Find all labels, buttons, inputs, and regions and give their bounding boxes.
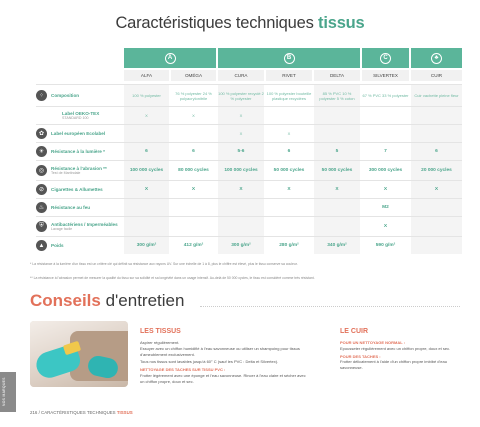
footer-accent: TISSUS <box>116 410 133 415</box>
footnote-abrasion: ** La résistance à l'abrasion permet de mesurer la qualité du tissu sur sa solidité et sa longévité dans un usage intensif. Au-delà de 50 000 cycles, le tissu est considéré comme très résistant. <box>30 276 315 280</box>
row-label <box>36 237 64 254</box>
group-a-header <box>124 48 216 68</box>
cigarette-icon: ⊘ <box>36 184 47 195</box>
table-cell <box>314 125 360 142</box>
page-title <box>0 14 480 33</box>
table-row <box>36 124 462 142</box>
table-cell <box>314 217 360 236</box>
table-cell: 5-6 <box>218 143 264 160</box>
cuir-p1: Epousseter régulièrement avec un chiffon propre, doux et sec. <box>340 345 451 351</box>
cuir-stain-heading: POUR DES TACHES : <box>340 353 381 359</box>
table-cell: 100 000 cycles <box>218 161 264 180</box>
row-label <box>36 125 105 142</box>
leather-icon: ♣ <box>431 53 442 64</box>
table-cell <box>266 107 312 124</box>
table-cell: X <box>287 186 291 192</box>
table-row <box>36 180 462 198</box>
row-label <box>36 199 90 216</box>
footer-text: CARACTÉRISTIQUES TECHNIQUES <box>41 410 116 415</box>
table-cell: 85 % PVC 10 % polyester 5 % coton <box>314 85 360 106</box>
table-cell: 280 g/m² <box>279 242 299 248</box>
table-cell: 6 <box>287 148 291 154</box>
table-cell: 100 % polyester recyclé 2 % polyester <box>218 85 264 106</box>
weight-icon: ▲ <box>36 240 47 251</box>
care-title-main: Conseils <box>30 291 101 310</box>
table-cell: 340 g/m² <box>314 237 360 254</box>
group-c-badge: C <box>380 53 391 64</box>
table-cell: X <box>192 113 195 118</box>
table-cell: X <box>191 186 196 192</box>
table-cell <box>362 125 409 142</box>
table-cell: X <box>218 125 264 142</box>
table-cell <box>124 125 169 142</box>
row-label-text: Label OEKO-TEX <box>62 111 100 116</box>
table-cell: X <box>411 181 462 198</box>
group-leather-header <box>411 48 462 68</box>
table-cell <box>124 217 169 236</box>
tissus-p1: Aspirer régulièrement. <box>140 340 180 345</box>
row-label-text: Antibactériens / Imperméables <box>51 222 118 227</box>
table-cell <box>314 107 360 124</box>
table-cell: 5 <box>314 143 360 160</box>
table-cell: 50 000 cycles <box>273 167 305 173</box>
table-cell <box>411 107 462 124</box>
col-header-silvertex: SILVERTEX <box>362 70 409 81</box>
table-cell: 100 % polyester bouteille plastique recyclées <box>266 90 312 101</box>
row-label-sub: Lavage facile <box>51 227 73 231</box>
row-label <box>36 181 103 198</box>
table-cell: 300 g/m² <box>124 237 169 254</box>
table-cell: 7 <box>384 148 387 154</box>
row-label <box>36 107 99 124</box>
table-cell: M2 <box>382 204 389 210</box>
table-cell <box>218 199 264 216</box>
row-label-text: Résistance à la lumière * <box>51 149 105 154</box>
table-row <box>36 160 462 180</box>
group-b-badge: B <box>284 53 295 64</box>
side-tab <box>0 372 16 412</box>
abrasion-icon: ◎ <box>36 165 47 176</box>
flame-icon: ♨ <box>36 202 47 213</box>
cleaning-photo <box>30 321 128 387</box>
table-cell <box>266 199 312 216</box>
table-cell: 300 000 cycles <box>368 167 403 173</box>
row-label-text: Résistance à l'abrasion ** <box>51 166 107 171</box>
group-b-header <box>218 48 360 68</box>
row-label <box>36 85 79 106</box>
table-cell <box>266 217 312 236</box>
row-label-text: Poids <box>51 243 64 248</box>
col-header-cuir: CUIR <box>411 70 462 81</box>
dotted-divider <box>200 306 460 307</box>
table-row <box>36 198 462 216</box>
cuir-heading: LE CUIR <box>340 328 368 335</box>
table-cell: 300 g/m² <box>218 237 264 254</box>
table-cell: 590 g/m² <box>375 242 396 248</box>
tissus-text <box>140 340 310 385</box>
footnote-light: * La résistance à la lumière d'un tissu est un critère clé qui définit sa résistance aux rayons UV. Sur une échelle de 1 à 8, plus le chiffre est élevé, plus le tissu conserve sa couleur. <box>30 262 298 266</box>
table-cell <box>218 217 264 236</box>
tissus-p3: Tous nos tissus sont lavables jusqu'à 60° C (sauf les PVC : Delta et Silvertex). <box>140 359 279 365</box>
table-cell: 6 <box>192 148 195 154</box>
table-cell: X <box>124 181 169 198</box>
table-cell <box>411 237 462 254</box>
page-title-accent: tissus <box>318 14 365 32</box>
table-row <box>36 84 462 106</box>
tissus-heading: LES TISSUS <box>140 328 181 335</box>
row-label <box>36 217 118 236</box>
shield-icon: ⛨ <box>36 221 47 232</box>
table-cell: X <box>218 181 264 198</box>
page-number: 216 <box>30 410 38 415</box>
table-cell: 100 % polyester <box>124 85 169 106</box>
table-cell <box>171 217 216 236</box>
table-cell: 50 000 cycles <box>314 161 360 180</box>
table-cell: 6 <box>411 143 462 160</box>
row-label-text: Composition <box>51 93 80 98</box>
table-row <box>36 216 462 236</box>
dots-icon: ⁘ <box>36 90 47 101</box>
tissus-p4: Frotter légèrement avec une éponge et l'eau savonneuse. Rincer à l'eau claire et sécher avec un chiffon propre, doux et sec. <box>140 372 306 384</box>
tissus-p2: Essuyer avec un chiffon humidifié à l'eau savonneuse ou utiliser un shampoing pour tissus d'ameublement exclusivement. <box>140 345 300 357</box>
cuir-normal-heading: POUR UN NETTOYAGE NORMAL : <box>340 340 406 345</box>
table-cell: 412 g/m² <box>183 242 204 248</box>
table-cell: 6 <box>124 143 169 160</box>
table-cell <box>411 217 462 236</box>
table-cell: 80 000 cycles <box>178 167 209 173</box>
table-cell: X <box>314 181 360 198</box>
row-label-text: Cigarettes & Allumettes <box>51 187 103 192</box>
care-title-rest: d'entretien <box>105 291 185 310</box>
col-header-alfa: ALFA <box>124 70 169 81</box>
table-cell: Cuir vachette pleine fleur <box>411 85 462 106</box>
col-header-cura: CURA <box>218 70 264 81</box>
table-cell: 100 000 cycles <box>124 161 169 180</box>
table-cell: X <box>124 107 169 124</box>
table-cell <box>314 199 360 216</box>
row-label <box>36 161 107 180</box>
col-header-rivet: RIVET <box>266 70 312 81</box>
table-cell: 67 % PVC 33 % polyester <box>362 93 409 98</box>
col-header-omega: OMÉGA <box>171 70 216 81</box>
cuir-p2: Frotter délicatement à l'aide d'un chiffon propre imbibé d'eau savonneuse. <box>340 359 447 371</box>
table-cell: X <box>287 131 291 136</box>
care-section-title <box>30 291 184 311</box>
row-label-sub: Test de Martindale <box>51 171 81 175</box>
table-row <box>36 236 462 254</box>
table-cell: X <box>383 186 388 192</box>
table-cell: X <box>218 107 264 124</box>
table-cell: 20 000 cycles <box>411 161 462 180</box>
table-cell <box>171 199 216 216</box>
row-label-text: Label européen Ecolabel <box>51 131 106 136</box>
table-cell: 76 % polyester 24 % polyacrylonitrile <box>175 90 212 101</box>
cuir-text <box>340 340 462 371</box>
table-cell <box>362 107 409 124</box>
table-cell <box>411 199 462 216</box>
table-cell <box>124 199 169 216</box>
table-row <box>36 142 462 160</box>
group-a-badge: A <box>165 53 176 64</box>
table-cell <box>171 125 216 142</box>
page-footer <box>30 410 133 415</box>
side-tab-label: NOS MARQUES <box>2 377 6 406</box>
footer-separator: / <box>38 410 40 415</box>
ecolabel-flower-icon: ✿ <box>36 128 47 139</box>
table-cell <box>411 125 462 142</box>
row-label-sub: STANDARD 100 <box>62 116 89 120</box>
tissus-stain-heading: NETTOYAGE DES TACHES SUR TISSU PVC : <box>140 367 226 373</box>
row-label <box>36 143 105 160</box>
table-cell: X <box>383 223 388 229</box>
sun-icon: ☀ <box>36 146 47 157</box>
row-label-text: Résistance au feu <box>51 205 91 210</box>
page-title-main: Caractéristiques techniques <box>115 14 314 32</box>
oeko-tex-logo <box>36 110 58 121</box>
col-header-delta: DELTA <box>314 70 360 81</box>
group-c-header <box>362 48 409 68</box>
table-row <box>36 106 462 124</box>
